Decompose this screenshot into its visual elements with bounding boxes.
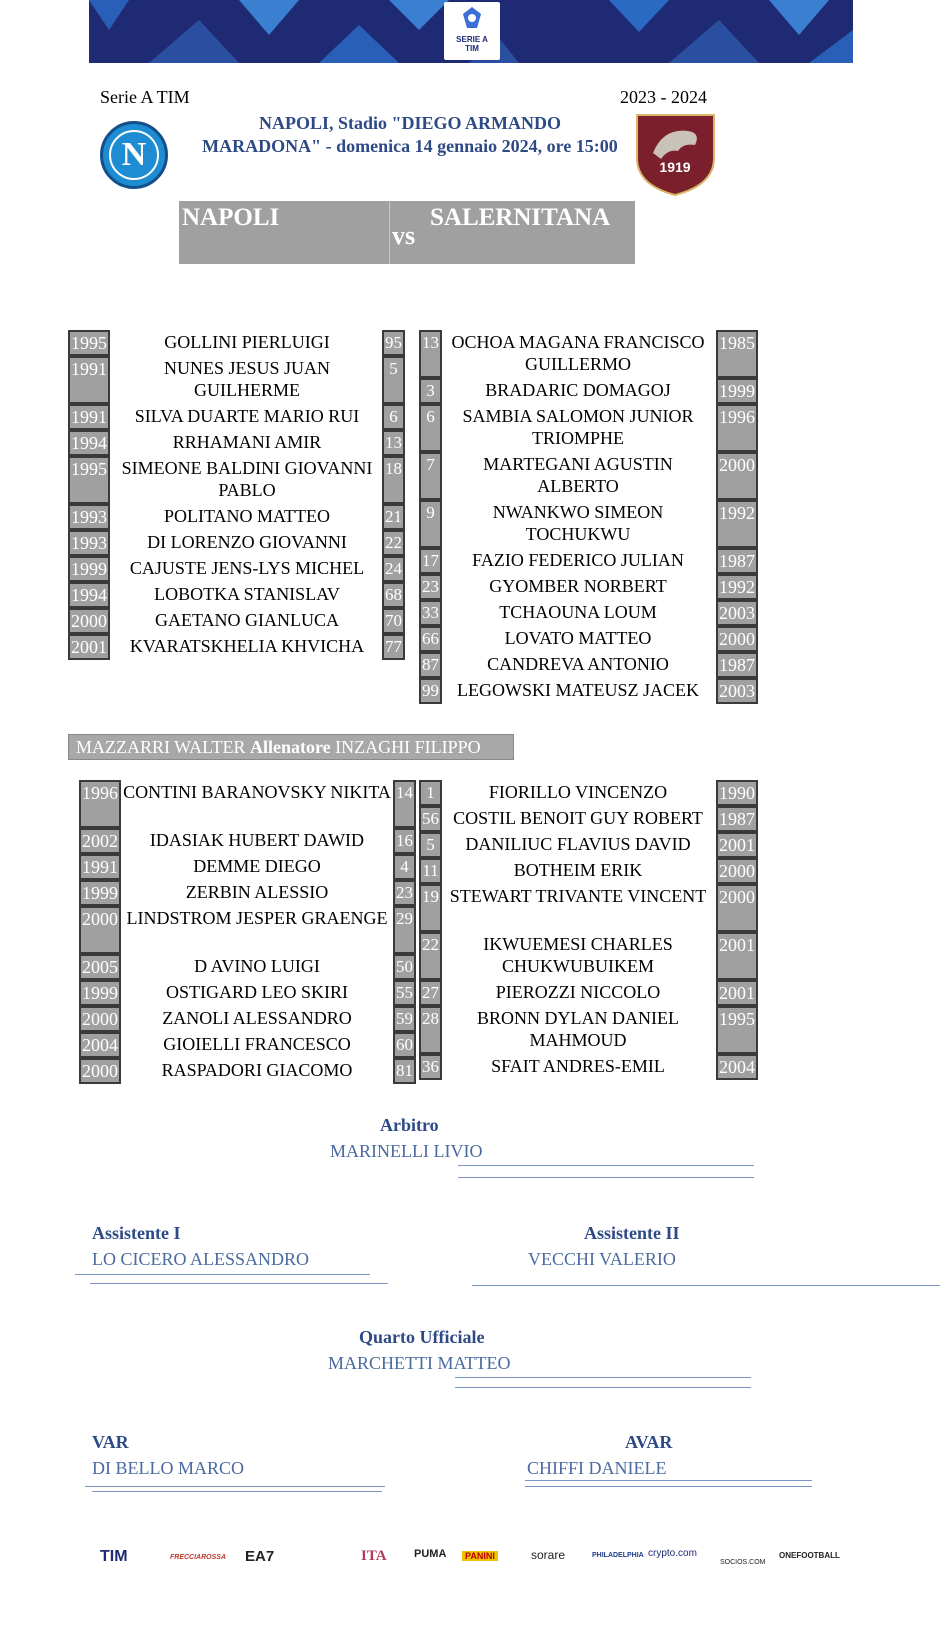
birth-year: 1993 xyxy=(68,530,110,556)
player-name: CONTINI BARANOVSKY NIKITA xyxy=(123,782,391,802)
player-name: SFAIT ANDRES-EMIL xyxy=(491,1056,665,1076)
away-team-name: SALERNITANA xyxy=(430,204,611,231)
player-name: IKWUEMESI CHARLES CHUKWUBUIKEM xyxy=(483,934,673,976)
player-name: RASPADORI GIACOMO xyxy=(161,1060,353,1080)
shirt-number: 7 xyxy=(419,452,442,500)
player-name: SAMBIA SALOMON JUNIOR TRIOMPHE xyxy=(462,406,694,448)
birth-year: 2000 xyxy=(716,452,758,500)
serie-a-logo-text: SERIE A xyxy=(456,35,488,44)
sponsor-logo: EA7 xyxy=(245,1548,275,1565)
player-name: SIMEONE BALDINI GIOVANNI PABLO xyxy=(121,458,373,500)
signature-line xyxy=(455,1387,751,1388)
shirt-number: 36 xyxy=(419,1054,442,1080)
shirt-number: 60 xyxy=(393,1032,416,1058)
fourth-official-name: MARCHETTI MATTEO xyxy=(328,1353,511,1373)
birth-year: 1991 xyxy=(68,404,110,430)
birth-year: 2000 xyxy=(716,884,758,932)
avar-name: CHIFFI DANIELE xyxy=(527,1458,667,1478)
shirt-number: 28 xyxy=(419,1006,442,1054)
player-name: CANDREVA ANTONIO xyxy=(487,654,669,674)
shirt-number: 27 xyxy=(419,980,442,1006)
signature-line xyxy=(90,1283,388,1284)
birth-year: 1990 xyxy=(716,780,758,806)
signature-line xyxy=(525,1480,812,1481)
shirt-number: 70 xyxy=(382,608,405,634)
player-name: ZERBIN ALESSIO xyxy=(185,882,329,902)
shirt-number: 17 xyxy=(419,548,442,574)
shirt-number: 68 xyxy=(382,582,405,608)
player-name: BRADARIC DOMAGOJ xyxy=(485,380,671,400)
salernitana-shield-icon xyxy=(633,113,718,197)
coaches-bar xyxy=(68,734,514,760)
signature-line xyxy=(455,1377,751,1378)
player-name: SILVA DUARTE MARIO RUI xyxy=(134,406,360,426)
birth-year: 2000 xyxy=(68,608,110,634)
birth-year: 2001 xyxy=(716,832,758,858)
vs-label: vs xyxy=(392,221,416,250)
player-name: OSTIGARD LEO SKIRI xyxy=(166,982,348,1002)
sponsor-logo: sorare xyxy=(531,1548,566,1562)
birth-year: 1999 xyxy=(716,378,758,404)
birth-year: 1999 xyxy=(79,880,121,906)
salernitana-crest-icon xyxy=(633,113,718,197)
birth-year: 2003 xyxy=(716,600,758,626)
player-name: IDASIAK HUBERT DAWID xyxy=(149,830,365,850)
birth-year: 2002 xyxy=(79,828,121,854)
assistant2-name: VECCHI VALERIO xyxy=(528,1249,676,1269)
birth-year: 1995 xyxy=(68,330,110,356)
player-name: GIOIELLI FRANCESCO xyxy=(163,1034,351,1054)
match-title-box xyxy=(179,201,635,264)
serie-a-logo-sponsor: TIM xyxy=(465,44,479,53)
shirt-number: 21 xyxy=(382,504,405,530)
title-separator xyxy=(389,201,390,264)
player-name: STEWART TRIVANTE VINCENT xyxy=(449,886,707,906)
shirt-number: 3 xyxy=(419,378,442,404)
birth-year: 1991 xyxy=(79,854,121,880)
birth-year: 2005 xyxy=(79,954,121,980)
player-name: LEGOWSKI MATEUSZ JACEK xyxy=(457,680,699,700)
shirt-number: 9 xyxy=(419,500,442,548)
birth-year: 2004 xyxy=(79,1032,121,1058)
shirt-number: 81 xyxy=(393,1058,416,1084)
sponsor-logo: FRECCIAROSSA xyxy=(170,1554,227,1561)
player-name: KVARATSKHELIA KHVICHA xyxy=(129,636,365,656)
player-name: DI LORENZO GIOVANNI xyxy=(147,532,347,552)
var-title: VAR xyxy=(92,1432,129,1452)
home-coach: MAZZARRI WALTER xyxy=(76,737,246,757)
serie-a-ball-icon xyxy=(461,6,483,30)
birth-year: 1994 xyxy=(68,582,110,608)
birth-year: 2000 xyxy=(79,1006,121,1032)
home-team-name: NAPOLI xyxy=(182,204,280,231)
birth-year: 1991 xyxy=(68,356,110,404)
birth-year: 2001 xyxy=(68,634,110,660)
birth-year: 2000 xyxy=(716,626,758,652)
shirt-number: 23 xyxy=(393,880,416,906)
shirt-number: 18 xyxy=(382,456,405,504)
birth-year: 2004 xyxy=(716,1054,758,1080)
birth-year: 1995 xyxy=(68,456,110,504)
player-name: D AVINO LUIGI xyxy=(194,956,320,976)
birth-year: 1999 xyxy=(79,980,121,1006)
shirt-number: 87 xyxy=(419,652,442,678)
sponsor-logo: PHILADELPHIA xyxy=(592,1552,644,1559)
shirt-number: 1 xyxy=(419,780,442,806)
sponsor-logo: SOCIOS.COM xyxy=(720,1559,766,1566)
napoli-crest-icon xyxy=(100,121,168,189)
player-name: RRHAMANI AMIR xyxy=(172,432,322,452)
shirt-number: 6 xyxy=(382,404,405,430)
shirt-number: 22 xyxy=(419,932,442,980)
napoli-crest-letter: N xyxy=(109,130,159,180)
away-coach: INZAGHI FILIPPO xyxy=(335,737,481,757)
birth-year: 2000 xyxy=(79,906,121,954)
serie-a-logo xyxy=(444,2,500,60)
shirt-number: 95 xyxy=(382,330,405,356)
player-name: GYOMBER NORBERT xyxy=(489,576,667,596)
shirt-number: 29 xyxy=(393,906,416,954)
player-name: DANILIUC FLAVIUS DAVID xyxy=(465,834,691,854)
referee-title: Arbitro xyxy=(380,1115,439,1135)
assistant1-title: Assistente I xyxy=(92,1223,181,1243)
shirt-number: 11 xyxy=(419,858,442,884)
birth-year: 1995 xyxy=(716,1006,758,1054)
season: 2023 - 2024 xyxy=(620,87,707,107)
birth-year: 1999 xyxy=(68,556,110,582)
shirt-number: 55 xyxy=(393,980,416,1006)
player-name: NUNES JESUS JUAN GUILHERME xyxy=(163,358,331,400)
venue-line-2: MARADONA" - domenica 14 gennaio 2024, ore 15:00 xyxy=(202,136,618,156)
player-name: BOTHEIM ERIK xyxy=(513,860,643,880)
shirt-number: 19 xyxy=(419,884,442,932)
assistant1-name: LO CICERO ALESSANDRO xyxy=(92,1249,310,1269)
birth-year: 1987 xyxy=(716,806,758,832)
shirt-number: 13 xyxy=(419,330,442,378)
birth-year: 1987 xyxy=(716,652,758,678)
shirt-number: 77 xyxy=(382,634,405,660)
shirt-number: 5 xyxy=(382,356,405,404)
shirt-number: 50 xyxy=(393,954,416,980)
assistant2-title: Assistente II xyxy=(584,1223,680,1243)
birth-year: 1987 xyxy=(716,548,758,574)
birth-year: 2003 xyxy=(716,678,758,704)
player-name: NWANKWO SIMEON TOCHUKWU xyxy=(492,502,664,544)
player-name: DEMME DIEGO xyxy=(193,856,321,876)
player-name: LOVATO MATTEO xyxy=(504,628,652,648)
sponsor-logo: PUMA xyxy=(414,1548,447,1560)
shirt-number: 56 xyxy=(419,806,442,832)
league-name: Serie A TIM xyxy=(100,87,190,107)
player-name: GAETANO GIANLUCA xyxy=(154,610,340,630)
birth-year: 2000 xyxy=(716,858,758,884)
sponsor-logo: ONEFOOTBALL xyxy=(779,1551,840,1560)
shirt-number: 59 xyxy=(393,1006,416,1032)
player-name: BRONN DYLAN DANIEL MAHMOUD xyxy=(477,1008,679,1050)
signature-line xyxy=(85,1486,385,1487)
shirt-number: 66 xyxy=(419,626,442,652)
player-name: COSTIL BENOIT GUY ROBERT xyxy=(453,808,703,828)
shirt-number: 99 xyxy=(419,678,442,704)
birth-year: 1994 xyxy=(68,430,110,456)
signature-line xyxy=(75,1274,370,1275)
shirt-number: 6 xyxy=(419,404,442,452)
player-name: POLITANO MATTEO xyxy=(163,506,331,526)
signature-line xyxy=(472,1285,940,1286)
birth-year: 1992 xyxy=(716,574,758,600)
avar-title: AVAR xyxy=(625,1432,673,1452)
sponsor-logo: ITA xyxy=(361,1548,387,1564)
birth-year: 2000 xyxy=(79,1058,121,1084)
shirt-number: 5 xyxy=(419,832,442,858)
shirt-number: 24 xyxy=(382,556,405,582)
player-name: ZANOLI ALESSANDRO xyxy=(162,1008,352,1028)
signature-line xyxy=(458,1177,754,1178)
shirt-number: 4 xyxy=(393,854,416,880)
salernitana-crest-year: 1919 xyxy=(659,159,691,175)
player-name: LOBOTKA STANISLAV xyxy=(154,584,340,604)
player-name: GOLLINI PIERLUIGI xyxy=(164,332,330,352)
shirt-number: 13 xyxy=(382,430,405,456)
birth-year: 1985 xyxy=(716,330,758,378)
player-name: OCHOA MAGANA FRANCISCO GUILLERMO xyxy=(451,332,705,374)
sponsor-logo: crypto.com xyxy=(648,1548,697,1559)
player-name: LINDSTROM JESPER GRAENGE xyxy=(126,908,388,928)
fourth-official-title: Quarto Ufficiale xyxy=(359,1327,485,1347)
signature-line xyxy=(458,1165,754,1166)
shirt-number: 22 xyxy=(382,530,405,556)
player-name: FIORILLO VINCENZO xyxy=(488,782,668,802)
signature-line xyxy=(525,1486,812,1487)
referee-name: MARINELLI LIVIO xyxy=(330,1141,483,1161)
birth-year: 1996 xyxy=(716,404,758,452)
birth-year: 2001 xyxy=(716,980,758,1006)
var-name: DI BELLO MARCO xyxy=(92,1458,244,1478)
shirt-number: 33 xyxy=(419,600,442,626)
venue-info xyxy=(180,112,640,158)
shirt-number: 23 xyxy=(419,574,442,600)
sponsor-logo: TIM xyxy=(100,1548,128,1565)
shirt-number: 14 xyxy=(393,780,416,828)
player-name: PIEROZZI NICCOLO xyxy=(495,982,661,1002)
venue-line-1: NAPOLI, Stadio "DIEGO ARMANDO xyxy=(258,113,562,133)
shirt-number: 16 xyxy=(393,828,416,854)
birth-year: 1993 xyxy=(68,504,110,530)
birth-year: 1992 xyxy=(716,500,758,548)
player-name: CAJUSTE JENS-LYS MICHEL xyxy=(129,558,365,578)
coach-label: Allenatore xyxy=(250,737,331,757)
player-name: TCHAOUNA LOUM xyxy=(499,602,657,622)
signature-line xyxy=(92,1491,382,1492)
player-name: MARTEGANI AGUSTIN ALBERTO xyxy=(483,454,673,496)
birth-year: 2001 xyxy=(716,932,758,980)
player-name: FAZIO FEDERICO JULIAN xyxy=(472,550,684,570)
birth-year: 1996 xyxy=(79,780,121,828)
sponsor-logo: PANINI xyxy=(462,1551,498,1561)
